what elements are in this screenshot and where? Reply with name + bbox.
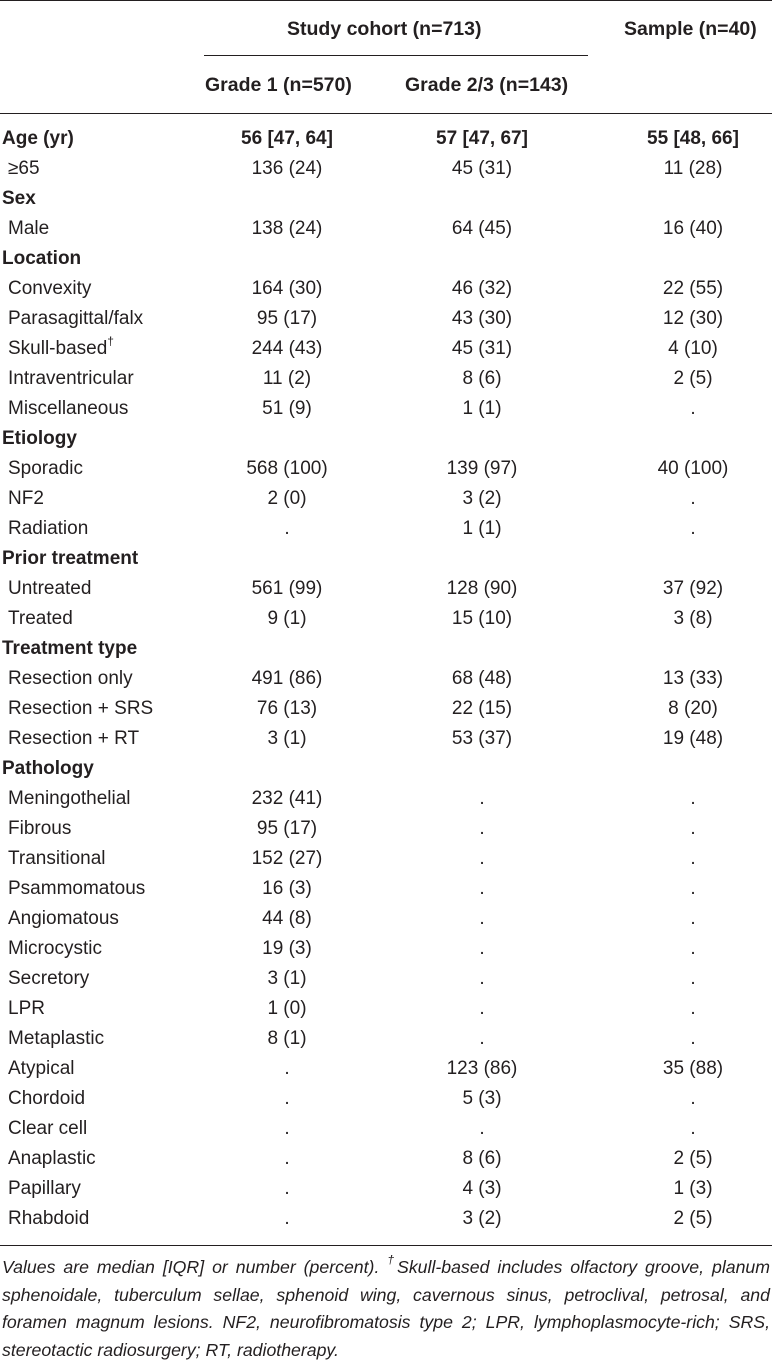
cell-sample: 37 (92) (662, 578, 724, 599)
row-label: Sporadic (8, 458, 83, 479)
cell-sample: 22 (55) (662, 278, 724, 299)
row-label: Prior treatment (2, 548, 139, 569)
footnote-part1: Values are median [IQR] or number (percent). (2, 1257, 388, 1277)
row-label: Untreated (8, 578, 92, 599)
cell-sample: 12 (30) (662, 308, 724, 329)
cell-grade1: 19 (3) (262, 938, 312, 959)
table-row (0, 1204, 772, 1234)
cell-grade1: 3 (1) (267, 728, 307, 749)
cell-sample: . (690, 878, 696, 899)
row-label: Resection only (8, 668, 133, 689)
cell-sample: . (690, 968, 696, 989)
row-label: Microcystic (8, 938, 102, 959)
cell-sample: . (690, 998, 696, 1019)
cell-grade1: 95 (17) (256, 818, 318, 839)
cell-sample: 2 (5) (673, 1208, 713, 1229)
cell-grade23: 64 (45) (451, 218, 513, 239)
table-row (0, 814, 772, 844)
cell-grade23: 5 (3) (462, 1088, 502, 1109)
table-footnote (2, 1254, 770, 1364)
cell-sample: . (690, 1118, 696, 1139)
cell-grade1: 8 (1) (267, 1028, 307, 1049)
cell-grade23: . (479, 1118, 485, 1139)
cell-grade23: . (479, 998, 485, 1019)
cell-grade23: 128 (90) (446, 578, 518, 599)
cell-grade1: 2 (0) (267, 488, 307, 509)
header-rule (0, 113, 772, 114)
row-label: Resection + SRS (8, 698, 154, 719)
header-study-cohort: Study cohort (n=713) (287, 18, 482, 40)
section-row (0, 244, 772, 274)
section-row (0, 124, 772, 154)
table-row (0, 1144, 772, 1174)
row-label: LPR (8, 998, 45, 1019)
cell-grade23: 45 (31) (451, 158, 513, 179)
table-row (0, 844, 772, 874)
row-label: Psammomatous (8, 878, 146, 899)
cell-grade23: 43 (30) (451, 308, 513, 329)
table-row (0, 1084, 772, 1114)
cell-grade1: 76 (13) (256, 698, 318, 719)
cell-sample: 2 (5) (673, 368, 713, 389)
cell-grade1: . (284, 1118, 290, 1139)
cell-sample: . (690, 848, 696, 869)
row-label: Male (8, 218, 50, 239)
cell-grade1: . (284, 1208, 290, 1229)
cell-sample: . (690, 398, 696, 419)
cell-grade23: 4 (3) (462, 1178, 502, 1199)
cell-grade1: 491 (86) (251, 668, 323, 689)
cell-grade23: 1 (1) (462, 398, 502, 419)
cell-sample: 13 (33) (662, 668, 724, 689)
cell-grade1: 164 (30) (251, 278, 323, 299)
cell-grade1: 136 (24) (251, 158, 323, 179)
table-row (0, 334, 772, 364)
cell-grade23: . (479, 938, 485, 959)
cell-sample: . (690, 1088, 696, 1109)
cell-sample: 40 (100) (657, 458, 729, 479)
row-label: Chordoid (8, 1088, 86, 1109)
cell-grade1: . (284, 1178, 290, 1199)
row-label: Rhabdoid (8, 1208, 90, 1229)
row-label: Pathology (2, 758, 94, 779)
table-row (0, 514, 772, 544)
cell-grade23: . (479, 878, 485, 899)
table-row (0, 694, 772, 724)
cell-grade23: 15 (10) (451, 608, 513, 629)
cell-sample: . (690, 1028, 696, 1049)
cell-grade1: 11 (2) (262, 368, 312, 389)
cell-grade1: . (284, 1088, 290, 1109)
table-row (0, 904, 772, 934)
cell-grade23: 57 [47, 67] (436, 128, 528, 149)
table-row (0, 574, 772, 604)
table-row (0, 484, 772, 514)
table-row (0, 1114, 772, 1144)
table-row (0, 784, 772, 814)
cell-grade23: . (479, 818, 485, 839)
cell-sample: . (690, 518, 696, 539)
row-label: Papillary (8, 1178, 81, 1199)
cell-sample: 4 (10) (668, 338, 718, 359)
cell-grade1: 9 (1) (267, 608, 307, 629)
cell-sample: 55 [48, 66] (647, 128, 739, 149)
cell-sample: . (690, 908, 696, 929)
cell-grade1: 1 (0) (267, 998, 307, 1019)
cell-grade1: 138 (24) (251, 218, 323, 239)
cell-grade23: . (479, 1028, 485, 1049)
row-label: Convexity (8, 278, 92, 299)
header-grade1: Grade 1 (n=570) (205, 74, 352, 96)
cell-grade23: 1 (1) (462, 518, 502, 539)
cell-sample: 16 (40) (662, 218, 724, 239)
row-label: Treatment type (2, 638, 138, 659)
cell-grade23: 68 (48) (451, 668, 513, 689)
row-label: Resection + RT (8, 728, 140, 749)
table-row (0, 274, 772, 304)
cell-grade23: . (479, 848, 485, 869)
cell-grade1: 232 (41) (251, 788, 323, 809)
top-rule (0, 0, 772, 1)
cell-grade1: 3 (1) (267, 968, 307, 989)
cell-sample: . (690, 788, 696, 809)
cell-grade23: 3 (2) (462, 488, 502, 509)
cell-grade1: 95 (17) (256, 308, 318, 329)
table-row (0, 1024, 772, 1054)
table-row (0, 664, 772, 694)
table-row (0, 1174, 772, 1204)
table-row (0, 1054, 772, 1084)
row-label: Atypical (8, 1058, 75, 1079)
row-label: ≥65 (8, 158, 40, 179)
table-row (0, 994, 772, 1024)
cell-sample: 2 (5) (673, 1148, 713, 1169)
cell-grade23: 22 (15) (451, 698, 513, 719)
row-label: Anaplastic (8, 1148, 96, 1169)
cell-grade1: 16 (3) (262, 878, 312, 899)
cell-grade23: 53 (37) (451, 728, 513, 749)
row-label: Metaplastic (8, 1028, 105, 1049)
table-row (0, 154, 772, 184)
row-label: NF2 (8, 488, 44, 509)
cell-grade23: 8 (6) (462, 1148, 502, 1169)
cell-sample: 19 (48) (662, 728, 724, 749)
cell-sample: . (690, 488, 696, 509)
cell-grade1: 51 (9) (262, 398, 312, 419)
section-row (0, 754, 772, 784)
cell-sample: 8 (20) (668, 698, 718, 719)
row-label: Location (2, 248, 82, 269)
table-row (0, 454, 772, 484)
row-label: Intraventricular (8, 368, 134, 389)
cell-sample: . (690, 818, 696, 839)
section-row (0, 544, 772, 574)
table-row (0, 604, 772, 634)
group-underline (204, 55, 588, 56)
row-label: Age (yr) (2, 128, 74, 149)
cell-grade1: 44 (8) (262, 908, 312, 929)
cell-grade23: . (479, 788, 485, 809)
cell-grade23: 8 (6) (462, 368, 502, 389)
header-grade23: Grade 2/3 (n=143) (405, 74, 569, 96)
cell-sample: 35 (88) (662, 1058, 724, 1079)
row-label: Fibrous (8, 818, 72, 839)
row-label: Secretory (8, 968, 90, 989)
table-row (0, 394, 772, 424)
row-label: Angiomatous (8, 908, 119, 929)
cell-grade1: . (284, 1148, 290, 1169)
row-label: Radiation (8, 518, 89, 539)
row-label: Clear cell (8, 1118, 88, 1139)
cell-grade23: 45 (31) (451, 338, 513, 359)
cell-grade23: 46 (32) (451, 278, 513, 299)
cell-grade1: 561 (99) (251, 578, 323, 599)
row-label: Miscellaneous (8, 398, 129, 419)
cell-grade23: 3 (2) (462, 1208, 502, 1229)
table-row (0, 934, 772, 964)
bottom-rule (0, 1245, 772, 1246)
row-label: Skull-based† (8, 333, 114, 359)
cell-sample: . (690, 938, 696, 959)
cell-grade23: . (479, 968, 485, 989)
cell-grade1: 56 [47, 64] (241, 128, 333, 149)
row-label: Transitional (8, 848, 106, 869)
cell-grade23: 139 (97) (446, 458, 518, 479)
table-row (0, 874, 772, 904)
header-sample: Sample (n=40) (624, 18, 757, 40)
row-label: Treated (8, 608, 73, 629)
table-row (0, 304, 772, 334)
table-row (0, 724, 772, 754)
cell-grade1: . (284, 1058, 290, 1079)
cell-grade1: 244 (43) (251, 338, 323, 359)
section-row (0, 184, 772, 214)
table-row (0, 364, 772, 394)
dagger-mark: † (107, 333, 114, 348)
cell-grade23: 123 (86) (446, 1058, 518, 1079)
row-label: Parasagittal/falx (8, 308, 144, 329)
cell-grade1: 152 (27) (251, 848, 323, 869)
row-label: Etiology (2, 428, 77, 449)
cell-grade1: . (284, 518, 290, 539)
row-label: Meningothelial (8, 788, 131, 809)
section-row (0, 634, 772, 664)
cell-grade1: 568 (100) (246, 458, 328, 479)
cell-sample: 1 (3) (673, 1178, 713, 1199)
section-row (0, 424, 772, 454)
row-label: Sex (2, 188, 36, 209)
table-row (0, 214, 772, 244)
cell-sample: 11 (28) (663, 158, 723, 179)
footnote-dagger: † (387, 1253, 398, 1268)
cell-sample: 3 (8) (673, 608, 713, 629)
footnote-part2: Skull-based includes olfactory groove, planum sphenoidale, tuberculum sellae, sphenoid wing, cavernous sinus, petroclival, petrosal, and foramen magnum lesions. NF2, neurofibromatosis type 2; LPR, lymphoplasmocyte-rich; SRS, stereotactic radiosurgery; RT, radiotherapy. (2, 1257, 770, 1360)
table-row (0, 964, 772, 994)
cell-grade23: . (479, 908, 485, 929)
